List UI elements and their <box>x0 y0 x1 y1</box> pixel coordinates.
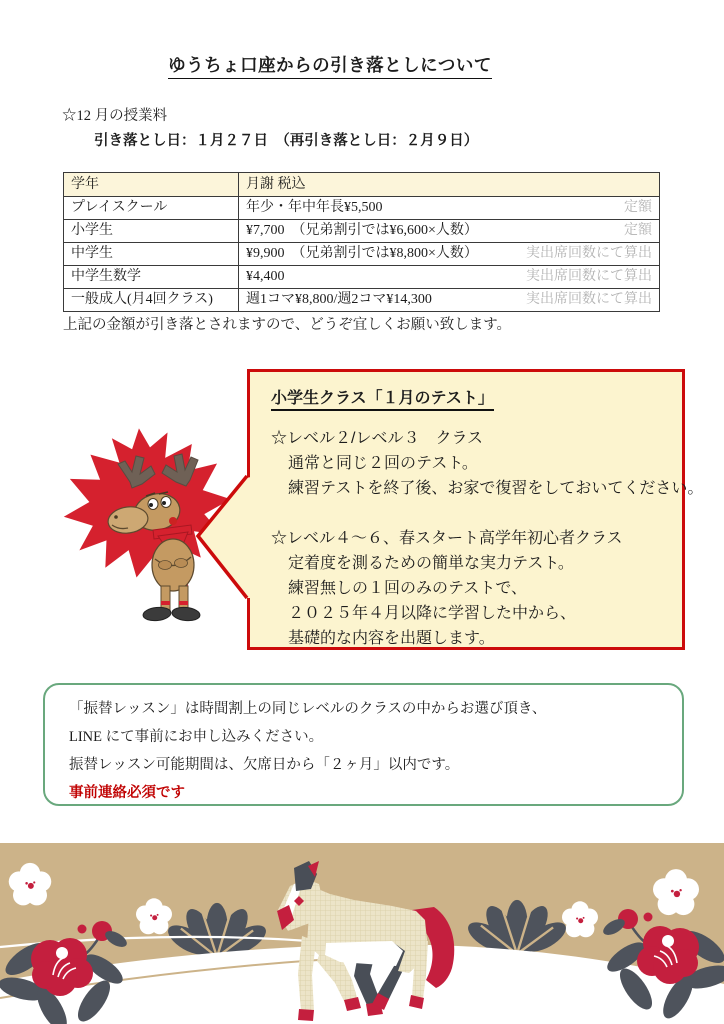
header-grade: 学年 <box>64 173 239 197</box>
calc-method: 実出席回数にて算出 <box>526 246 652 261</box>
bubble-line: 通常と同じ２回のテスト。 <box>288 455 478 472</box>
advance-notice-warning: 事前連絡必須です <box>69 785 185 801</box>
calc-method: 定額 <box>624 200 652 215</box>
fee-text: ¥9,900 （兄弟割引では¥8,800×人数） <box>246 246 478 261</box>
bubble-heading-text: 小学生クラス「１月のテスト」 <box>271 390 494 411</box>
grade-cell: 中学生数学 <box>64 266 239 289</box>
fee-text: ¥4,400 <box>246 269 285 284</box>
bubble-line <box>271 501 676 526</box>
fee-cell <box>239 289 660 312</box>
makeup-lesson-text <box>69 695 546 807</box>
bubble-heading <box>271 385 494 408</box>
new-year-banner <box>0 843 724 1024</box>
moose-nostril <box>114 515 118 519</box>
speech-bubble-tail <box>190 470 260 606</box>
fee-text: ¥7,700 （兄弟割引では¥6,600×人数） <box>246 223 478 238</box>
tuition-heading: ☆12 月の授業料 <box>62 108 168 124</box>
page-title-text: ゆうちょ口座からの引き落としについて <box>168 55 492 79</box>
fee-cell <box>239 243 660 266</box>
table-header-row <box>64 173 660 197</box>
bubble-line: 定着度を測るための簡単な実力テスト。 <box>288 555 574 572</box>
speech-bubble <box>247 369 704 650</box>
bubble-line: ☆レベル４～６、春スタート高学年初心者クラス <box>271 530 623 547</box>
makeup-line: 「振替レッスン」は時間割上の同じレベルのクラスの中からお選び頂き、 <box>69 701 547 717</box>
withdrawal-note: 上記の金額が引き落とされますので、どうぞ宜しくお願い致します。 <box>63 317 512 333</box>
table-row <box>64 266 660 289</box>
grade-cell: 中学生 <box>64 243 239 266</box>
makeup-line: LINE にて事前にお申し込みください。 <box>69 729 324 745</box>
table-row <box>64 289 660 312</box>
bubble-line: ２０２５年４月以降に学習した中から、 <box>288 605 577 622</box>
page-title <box>0 52 660 77</box>
bubble-line: 練習無しの１回のみのテストで、 <box>288 580 528 597</box>
header-fee: 月謝 税込 <box>239 173 660 197</box>
tuition-table-header <box>64 173 660 197</box>
makeup-line: 振替レッスン可能期間は、欠席日から「２ヶ月」以内です。 <box>69 757 460 773</box>
moose-shoes <box>142 606 200 622</box>
table-row <box>64 243 660 266</box>
calc-method: 実出席回数にて算出 <box>526 292 652 307</box>
bubble-line: 練習テストを終了後、お家で復習をしておいてください。 <box>288 480 704 497</box>
withdrawal-date-line: 引き落とし日：１月２７日 （再引き落とし日：２月９日） <box>94 133 479 149</box>
fee-cell <box>239 266 660 289</box>
grade-cell: プレイスクール <box>64 197 239 220</box>
bubble-body <box>271 426 704 651</box>
fee-text: 年少・年中年長¥5,500 <box>246 200 383 215</box>
fee-cell <box>239 220 660 243</box>
makeup-lesson-box <box>43 683 684 806</box>
table-row <box>64 197 660 220</box>
table-row <box>64 220 660 243</box>
fee-text: 週1コマ¥8,800/週2コマ¥14,300 <box>246 292 432 307</box>
tuition-table <box>63 172 660 312</box>
moose-tongue <box>169 517 177 525</box>
calc-method: 実出席回数にて算出 <box>526 269 652 284</box>
bubble-line: ☆レベル２/レベル３ クラス <box>271 430 483 447</box>
grade-cell: 一般成人(月4回クラス) <box>64 289 239 312</box>
calc-method: 定額 <box>624 223 652 238</box>
grade-cell: 小学生 <box>64 220 239 243</box>
bubble-line: 基礎的な内容を出題します。 <box>288 630 495 647</box>
fee-cell <box>239 197 660 220</box>
